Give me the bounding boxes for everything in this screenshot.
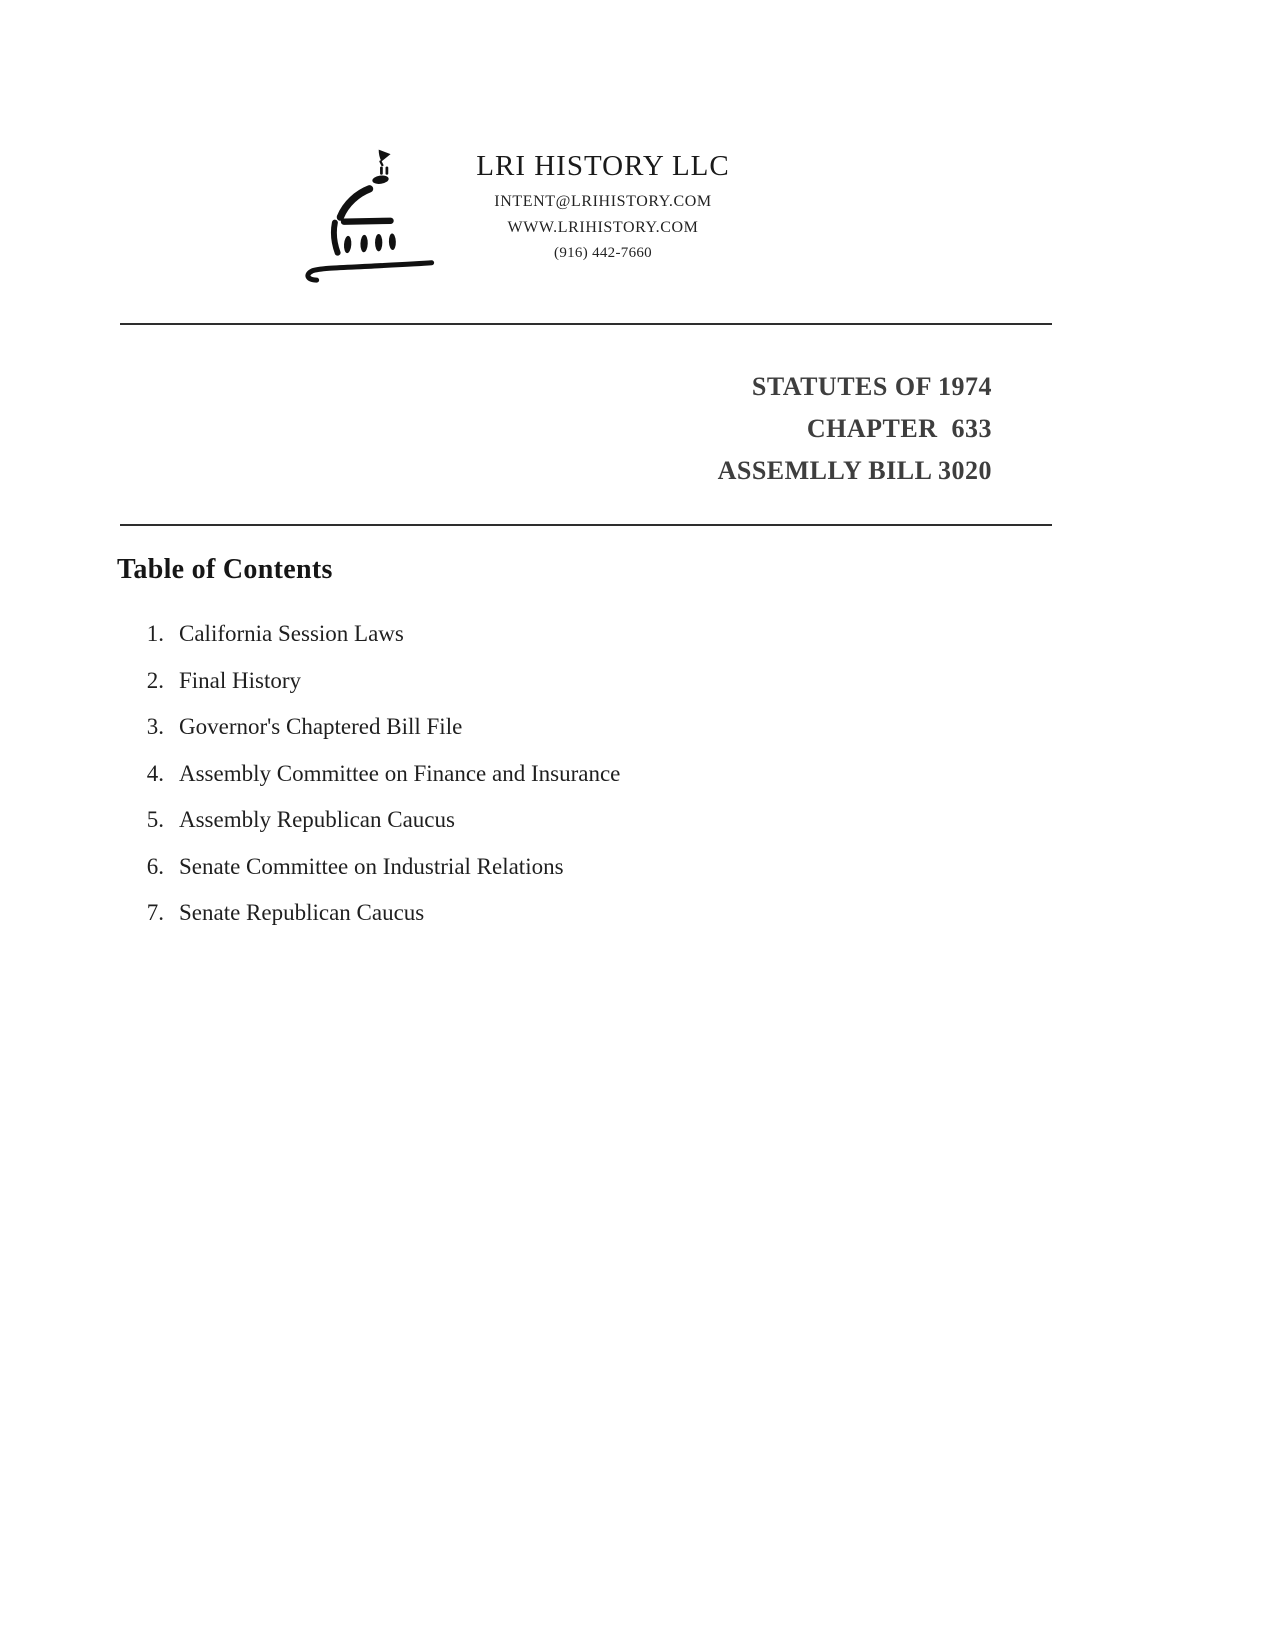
toc-title: Table of Contents: [117, 554, 333, 585]
toc-item-label: Senate Republican Caucus: [179, 900, 425, 925]
letterhead: [428, 150, 778, 270]
company-phone: (916) 442-7660: [554, 245, 652, 261]
company-name: LRI HISTORY LLC: [476, 150, 730, 182]
bill-line: ASSEMLLY BILL 3020: [717, 456, 992, 485]
toc-item: [138, 621, 620, 647]
divider-bottom: [120, 524, 1052, 526]
toc-item: [138, 668, 620, 694]
toc-list: [138, 621, 620, 947]
company-website: WWW.LRIHISTORY.COM: [507, 219, 699, 236]
chapter-line: CHAPTER 633: [806, 414, 992, 443]
toc-item-label: Assembly Committee on Finance and Insurance: [179, 760, 621, 786]
toc-item-number: 6.: [146, 853, 164, 879]
capitol-dome-icon: [292, 126, 438, 290]
toc-item-label: California Session Laws: [179, 621, 404, 646]
toc-item-number: 2.: [146, 667, 164, 693]
toc-item-number: 4.: [146, 760, 164, 786]
logo-flag-shape: [379, 150, 391, 162]
divider-top: [120, 323, 1052, 325]
toc-item-number: 5.: [146, 807, 164, 832]
toc-item: [138, 761, 620, 787]
toc-item-number: 3.: [146, 714, 164, 739]
toc-item-number: 1.: [146, 621, 164, 646]
statutes-line: STATUTES OF 1974: [751, 372, 992, 401]
toc-item-number: 7.: [146, 900, 164, 925]
toc-item: [138, 807, 620, 833]
toc-item: [138, 900, 620, 926]
statutes-block: [718, 366, 992, 492]
company-email: INTENT@LRIHISTORY.COM: [494, 193, 712, 210]
toc-item: [138, 714, 620, 740]
toc-item: [138, 854, 620, 880]
toc-item-label: Governor's Chaptered Bill File: [179, 714, 463, 739]
toc-item-label: Assembly Republican Caucus: [179, 807, 455, 832]
toc-item-label: Final History: [179, 667, 302, 693]
toc-item-label: Senate Committee on Industrial Relations: [179, 853, 564, 879]
